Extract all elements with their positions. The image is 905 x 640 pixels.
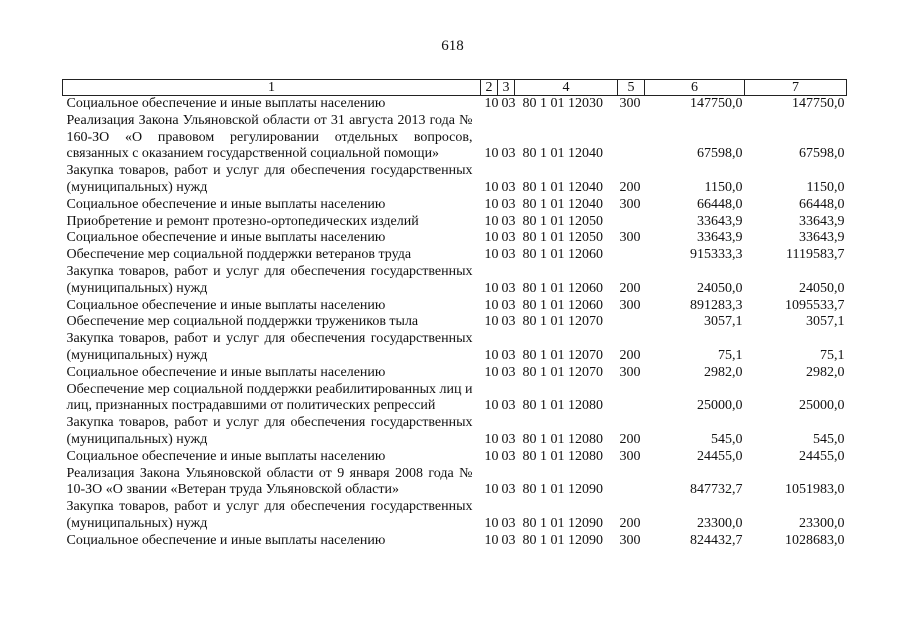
row-amount-col6: 67598,0 — [697, 146, 743, 162]
row-name: Социальное обеспечение и иные выплаты населению — [66, 364, 386, 380]
row-section: 10 — [484, 280, 499, 296]
row-subsection: 03 — [501, 515, 516, 531]
row-amount-col7: 33643,9 — [799, 230, 845, 246]
row-amount-col6: 147750,0 — [690, 96, 743, 111]
row-expense-type: 200 — [619, 179, 641, 195]
budget-table — [62, 79, 847, 550]
row-subsection: 03 — [501, 364, 516, 380]
row-expense-type: 300 — [619, 532, 641, 548]
table-body — [63, 96, 847, 550]
row-name: Социальное обеспечение и иные выплаты населению — [66, 196, 386, 212]
table-row — [63, 214, 847, 231]
row-name: Социальное обеспечение и иные выплаты населению — [66, 297, 386, 313]
row-expense-type: 200 — [619, 515, 641, 531]
row-section: 10 — [484, 96, 499, 111]
row-amount-col7: 25000,0 — [799, 398, 845, 414]
row-amount-col6: 33643,9 — [697, 213, 743, 229]
row-target-article: 80 1 01 12040 — [522, 196, 603, 212]
table-row — [63, 264, 847, 298]
table-row — [63, 113, 847, 163]
row-amount-col7: 23300,0 — [799, 515, 845, 531]
header-col-3: 3 — [498, 80, 515, 96]
row-subsection: 03 — [501, 230, 516, 246]
row-amount-col7: 24455,0 — [799, 448, 845, 464]
row-target-article: 80 1 01 12070 — [522, 364, 603, 380]
row-subsection: 03 — [501, 314, 516, 330]
row-name: Закупка товаров, работ и услуг для обеспечения государственных (муниципальных) нужд — [66, 331, 473, 363]
row-target-article: 80 1 01 12070 — [522, 314, 603, 330]
table-row — [63, 298, 847, 315]
row-name: Социальное обеспечение и иные выплаты населению — [66, 96, 386, 111]
row-expense-type — [618, 314, 645, 331]
row-amount-col7: 3057,1 — [806, 314, 845, 330]
row-amount-col6: 545,0 — [711, 431, 743, 447]
row-subsection: 03 — [501, 213, 516, 229]
page-number: 618 — [441, 38, 464, 54]
row-expense-type: 300 — [619, 96, 641, 111]
row-section: 10 — [484, 247, 499, 263]
header-col-5: 5 — [618, 80, 645, 96]
table-row — [63, 382, 847, 416]
row-subsection: 03 — [501, 96, 516, 111]
row-section: 10 — [484, 297, 499, 313]
row-name: Обеспечение мер социальной поддержки ветеранов труда — [66, 247, 412, 263]
row-name: Социальное обеспечение и иные выплаты населению — [66, 448, 386, 464]
row-target-article: 80 1 01 12040 — [522, 146, 603, 162]
table-row — [63, 314, 847, 331]
row-amount-col7: 1051983,0 — [785, 482, 845, 498]
row-section: 10 — [484, 347, 499, 363]
row-target-article: 80 1 01 12060 — [522, 297, 603, 313]
row-name: Обеспечение мер социальной поддержки тружеников тыла — [66, 314, 419, 330]
row-target-article: 80 1 01 12080 — [522, 448, 603, 464]
row-amount-col6: 24455,0 — [697, 448, 743, 464]
row-target-article: 80 1 01 12090 — [522, 482, 603, 498]
row-expense-type — [618, 247, 645, 264]
table-row — [63, 247, 847, 264]
row-subsection: 03 — [501, 431, 516, 447]
row-expense-type: 300 — [619, 196, 641, 212]
table-header-row — [63, 80, 847, 96]
row-name: Реализация Закона Ульяновской области от 9 января 2008 года № 10-ЗО «О звании «Ветеран труда Ульяновской области» — [66, 465, 473, 498]
table-row — [63, 230, 847, 247]
row-target-article: 80 1 01 12060 — [522, 247, 603, 263]
row-name: Закупка товаров, работ и услуг для обеспечения государственных (муниципальных) нужд — [66, 415, 473, 447]
header-col-4: 4 — [515, 80, 618, 96]
row-name: Приобретение и ремонт протезно-ортопедических изделий — [66, 213, 419, 229]
row-amount-col7: 545,0 — [813, 431, 845, 447]
row-expense-type: 300 — [619, 364, 641, 380]
row-expense-type — [618, 113, 645, 163]
row-target-article: 80 1 01 12050 — [522, 213, 603, 229]
row-expense-type: 200 — [619, 431, 641, 447]
row-subsection: 03 — [501, 297, 516, 313]
row-name: Закупка товаров, работ и услуг для обеспечения государственных (муниципальных) нужд — [66, 499, 473, 531]
row-name: Социальное обеспечение и иные выплаты населению — [66, 230, 386, 246]
row-amount-col6: 2982,0 — [704, 364, 743, 380]
row-amount-col6: 915333,3 — [690, 247, 743, 263]
header-col-6: 6 — [645, 80, 745, 96]
row-section: 10 — [484, 314, 499, 330]
row-name: Закупка товаров, работ и услуг для обеспечения государственных (муниципальных) нужд — [66, 263, 473, 296]
row-subsection: 03 — [501, 347, 516, 363]
table-row — [63, 163, 847, 197]
row-amount-col7: 147750,0 — [792, 96, 845, 111]
row-amount-col6: 24050,0 — [697, 280, 743, 296]
row-amount-col6: 847732,7 — [690, 482, 743, 498]
row-amount-col7: 66448,0 — [799, 196, 845, 212]
row-amount-col6: 891283,3 — [690, 297, 743, 313]
row-amount-col6: 1150,0 — [704, 179, 743, 195]
row-target-article: 80 1 01 12080 — [522, 431, 603, 447]
row-section: 10 — [484, 448, 499, 464]
row-subsection: 03 — [501, 247, 516, 263]
row-expense-type: 200 — [619, 280, 641, 296]
table-row — [63, 331, 847, 365]
row-target-article: 80 1 01 12090 — [522, 532, 603, 548]
row-amount-col6: 33643,9 — [697, 230, 743, 246]
row-name: Закупка товаров, работ и услуг для обеспечения государственных (муниципальных) нужд — [66, 163, 473, 195]
row-section: 10 — [484, 146, 499, 162]
row-expense-type — [618, 214, 645, 231]
row-target-article: 80 1 01 12070 — [522, 347, 603, 363]
row-subsection: 03 — [501, 532, 516, 548]
row-subsection: 03 — [501, 280, 516, 296]
row-amount-col6: 75,1 — [718, 347, 743, 363]
row-name: Реализация Закона Ульяновской области от 31 августа 2013 года № 160-ЗО «О правовом регулировании отдельных вопросов, связанных с оказанием государственной социальной помощи» — [66, 112, 473, 162]
row-section: 10 — [484, 196, 499, 212]
row-expense-type: 300 — [619, 297, 641, 313]
table-row — [63, 96, 847, 113]
row-expense-type: 200 — [619, 347, 641, 363]
row-section: 10 — [484, 364, 499, 380]
row-target-article: 80 1 01 12050 — [522, 230, 603, 246]
row-amount-col7: 75,1 — [820, 347, 845, 363]
row-amount-col7: 67598,0 — [799, 146, 845, 162]
row-subsection: 03 — [501, 196, 516, 212]
row-amount-col7: 1119583,7 — [786, 247, 845, 263]
row-expense-type — [618, 382, 645, 416]
row-section: 10 — [484, 515, 499, 531]
table-row — [63, 365, 847, 382]
row-expense-type: 300 — [619, 448, 641, 464]
table-row — [63, 415, 847, 449]
row-section: 10 — [484, 179, 499, 195]
row-target-article: 80 1 01 12040 — [522, 179, 603, 195]
row-amount-col7: 2982,0 — [806, 364, 845, 380]
row-target-article: 80 1 01 12090 — [522, 515, 603, 531]
row-name: Социальное обеспечение и иные выплаты населению — [66, 532, 386, 548]
row-amount-col7: 1028683,0 — [785, 532, 845, 548]
row-target-article: 80 1 01 12030 — [522, 96, 603, 111]
header-col-2: 2 — [481, 80, 498, 96]
table-row — [63, 449, 847, 466]
row-amount-col6: 3057,1 — [704, 314, 743, 330]
table-row — [63, 499, 847, 533]
row-section: 10 — [484, 532, 499, 548]
row-subsection: 03 — [501, 179, 516, 195]
row-amount-col7: 24050,0 — [799, 280, 845, 296]
row-amount-col7: 1095533,7 — [785, 297, 845, 313]
row-target-article: 80 1 01 12080 — [522, 398, 603, 414]
row-subsection: 03 — [501, 482, 516, 498]
table-row — [63, 466, 847, 500]
row-section: 10 — [484, 213, 499, 229]
row-target-article: 80 1 01 12060 — [522, 280, 603, 296]
row-subsection: 03 — [501, 146, 516, 162]
row-amount-col6: 23300,0 — [697, 515, 743, 531]
row-amount-col7: 1150,0 — [806, 179, 845, 195]
row-expense-type: 300 — [619, 230, 641, 246]
row-amount-col6: 66448,0 — [697, 196, 743, 212]
row-amount-col6: 25000,0 — [697, 398, 743, 414]
row-subsection: 03 — [501, 398, 516, 414]
row-name: Обеспечение мер социальной поддержки реабилитированных лиц и лиц, признанных пострадавшими от политических репрессий — [66, 381, 473, 414]
row-amount-col7: 33643,9 — [799, 213, 845, 229]
row-amount-col6: 824432,7 — [690, 532, 743, 548]
row-section: 10 — [484, 431, 499, 447]
table-row — [63, 197, 847, 214]
row-subsection: 03 — [501, 448, 516, 464]
table-row — [63, 533, 847, 550]
row-expense-type — [618, 466, 645, 500]
row-section: 10 — [484, 482, 499, 498]
header-col-1: 1 — [63, 80, 481, 96]
header-col-7: 7 — [745, 80, 847, 96]
row-section: 10 — [484, 398, 499, 414]
row-section: 10 — [484, 230, 499, 246]
